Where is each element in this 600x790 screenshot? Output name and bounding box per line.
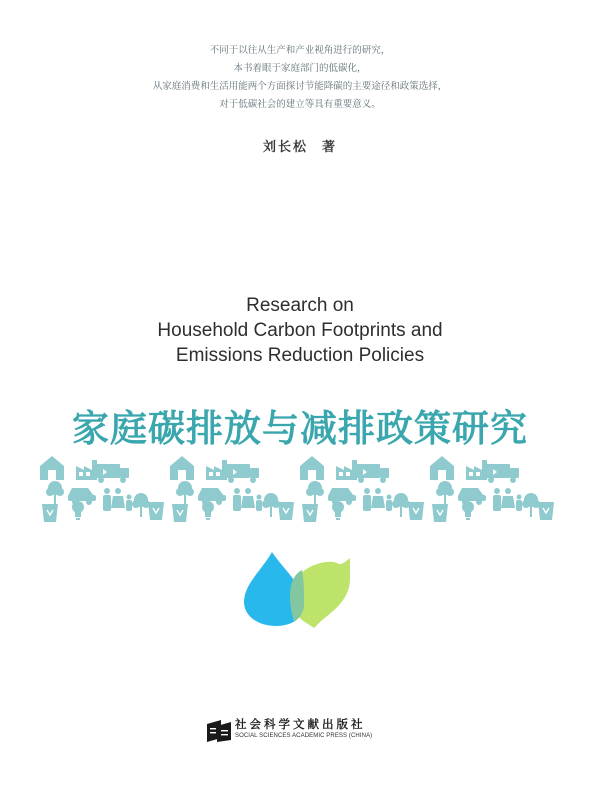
blurb-line: 对于低碳社会的建立等具有重要意义。 bbox=[219, 99, 381, 110]
blurb-line: 从家庭消费和生活用能两个方面探讨节能降碳的主要途径和政策选择， bbox=[152, 81, 448, 92]
english-title-line: Emissions Reduction Policies bbox=[175, 345, 425, 366]
household-life-icon-band bbox=[36, 452, 556, 522]
author-line bbox=[0, 136, 600, 155]
author-name: 刘长松 bbox=[262, 140, 308, 155]
publisher-name-zh: 社会科学文献出版社 bbox=[235, 717, 366, 731]
water-drops-icon bbox=[232, 548, 362, 630]
blurb-line: 不同于以往从生产和产业视角进行的研究， bbox=[209, 45, 391, 56]
publisher-mark bbox=[205, 716, 405, 746]
publisher-name-en: SOCIAL SCIENCES ACADEMIC PRESS (CHINA) bbox=[235, 733, 373, 739]
english-title-line: Research on bbox=[246, 295, 354, 316]
english-title-line: Household Carbon Footprints and bbox=[157, 320, 443, 341]
chinese-title: 家庭碳排放与减排政策研究 bbox=[72, 406, 528, 450]
blurb-line: 本书着眼于家庭部门的低碳化， bbox=[233, 63, 367, 74]
cover-blurb bbox=[0, 42, 600, 114]
author-role: 著 bbox=[322, 140, 338, 155]
ssap-logo-icon bbox=[205, 718, 233, 744]
english-title bbox=[0, 293, 600, 368]
